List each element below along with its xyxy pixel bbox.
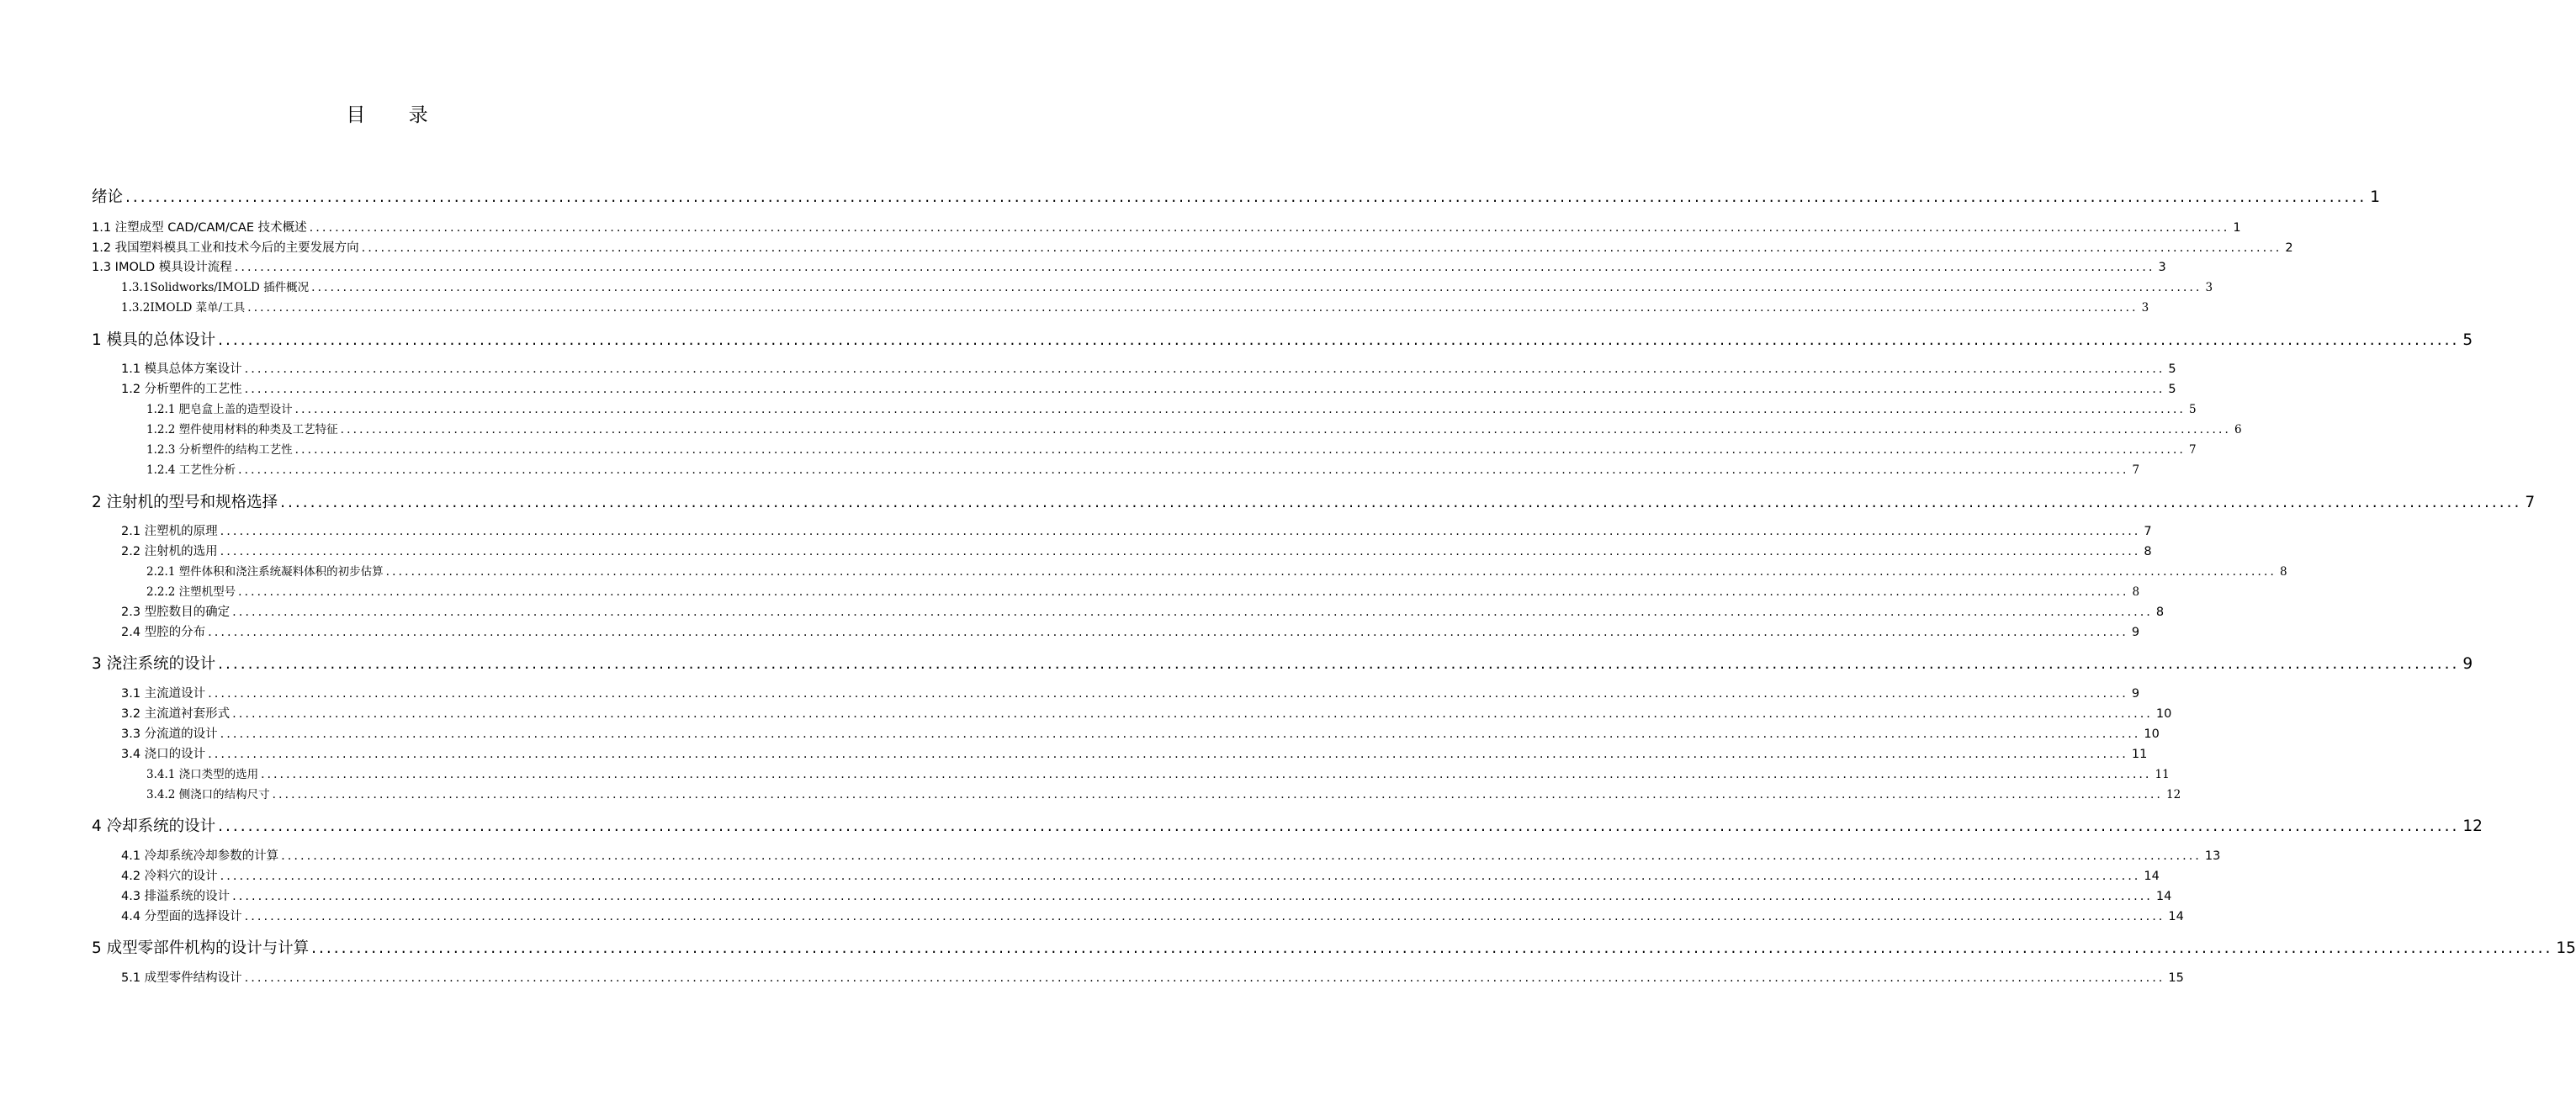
toc-entry-page-number: 1 bbox=[2370, 188, 2380, 206]
toc-entry[interactable] bbox=[146, 785, 2181, 801]
toc-entry-page-number: 5 bbox=[2168, 362, 2176, 376]
toc-entry[interactable] bbox=[92, 936, 2576, 958]
toc-entry[interactable] bbox=[146, 420, 2242, 436]
toc-entry[interactable] bbox=[92, 185, 2380, 207]
toc-entry[interactable] bbox=[121, 359, 2176, 377]
toc-leader-dots: ............................................................................................................................................................................................................................................................................................................ bbox=[294, 443, 2186, 457]
toc-entry-page-number: 10 bbox=[2155, 707, 2172, 721]
toc-entry-label: 3.4.2 侧浇口的结构尺寸 bbox=[146, 788, 270, 801]
toc-entry[interactable] bbox=[92, 257, 2166, 275]
toc-entry-label: 2.2 注射机的选用 bbox=[121, 545, 218, 558]
toc-entry[interactable] bbox=[146, 399, 2197, 416]
toc-entry-label: 1.2.1 肥皂盒上盖的造型设计 bbox=[146, 403, 293, 416]
toc-entry-label: 1.2 我国塑料模具工业和技术今后的主要发展方向 bbox=[92, 241, 359, 255]
toc-entry-label: 1.1 模具总体方案设计 bbox=[121, 362, 242, 376]
toc-entry-page-number: 10 bbox=[2144, 727, 2160, 741]
toc-entry-page-number: 5 bbox=[2462, 331, 2473, 349]
toc-entry[interactable] bbox=[121, 744, 2148, 762]
toc-leader-dots: ............................................................................................................................................................................................................................................................................................................ bbox=[125, 188, 2367, 206]
toc-entry[interactable] bbox=[121, 704, 2172, 722]
toc-entry-page-number: 3 bbox=[2141, 301, 2149, 315]
toc-leader-dots: ............................................................................................................................................................................................................................................................................................................ bbox=[244, 362, 2165, 376]
toc-entry-label: 1.2 分析塑件的工艺性 bbox=[121, 383, 242, 396]
toc-entry-label: 3 浇注系统的设计 bbox=[92, 655, 216, 673]
toc-entry-label: 1.3 IMOLD 模具设计流程 bbox=[92, 261, 232, 274]
toc-entry-page-number: 14 bbox=[2168, 910, 2184, 923]
toc-leader-dots: ............................................................................................................................................................................................................................................................................................................ bbox=[244, 971, 2165, 985]
toc-entry-label: 2 注射机的型号和规格选择 bbox=[92, 494, 278, 511]
toc-entry-page-number: 12 bbox=[2462, 817, 2483, 835]
toc-entry-page-number: 14 bbox=[2144, 870, 2160, 883]
toc-entry-page-number: 14 bbox=[2155, 890, 2172, 903]
toc-entry-page-number: 7 bbox=[2132, 463, 2140, 477]
toc-entry[interactable] bbox=[121, 278, 2213, 294]
toc-entry[interactable] bbox=[121, 298, 2149, 315]
toc-leader-dots: ............................................................................................................................................................................................................................................................................................................ bbox=[208, 626, 2128, 639]
toc-entry-label: 2.4 型腔的分布 bbox=[121, 626, 206, 639]
toc-entry-label: 5 成型零部件机构的设计与计算 bbox=[92, 939, 310, 957]
page-title: 目 录 bbox=[346, 104, 447, 126]
toc-entry-page-number: 8 bbox=[2280, 565, 2287, 579]
toc-leader-dots: ............................................................................................................................................................................................................................................................................................................ bbox=[244, 910, 2165, 923]
toc-entry-page-number: 9 bbox=[2462, 655, 2473, 673]
toc-entry-label: 3.3 分流道的设计 bbox=[121, 727, 218, 741]
toc-leader-dots: ............................................................................................................................................................................................................................................................................................................ bbox=[280, 494, 2522, 511]
toc-entry[interactable] bbox=[146, 562, 2287, 579]
toc-leader-dots: ............................................................................................................................................................................................................................................................................................................ bbox=[232, 707, 2153, 721]
toc-entry[interactable] bbox=[121, 602, 2165, 620]
toc-entry-label: 1.3.2IMOLD 菜单/工具 bbox=[121, 301, 246, 315]
toc-entry-label: 4.4 分型面的选择设计 bbox=[121, 910, 242, 923]
toc-leader-dots: ............................................................................................................................................................................................................................................................................................................ bbox=[361, 241, 2282, 255]
toc-leader-dots: ............................................................................................................................................................................................................................................................................................................ bbox=[218, 331, 2460, 349]
toc-entry-label: 2.2.1 塑件体积和浇注系统凝料体积的初步估算 bbox=[146, 565, 384, 579]
toc-entry-label: 1.1 注塑成型 CAD/CAM/CAE 技术概述 bbox=[92, 221, 307, 235]
toc-entry-page-number: 11 bbox=[2155, 768, 2170, 781]
toc-entry[interactable] bbox=[146, 582, 2140, 599]
toc-entry-label: 2.3 型腔数目的确定 bbox=[121, 606, 231, 619]
toc-leader-dots: ............................................................................................................................................................................................................................................................................................................ bbox=[272, 788, 2164, 801]
toc-entry[interactable] bbox=[121, 684, 2140, 701]
toc-entry-label: 1.2.4 工艺性分析 bbox=[146, 463, 236, 477]
toc-entry-page-number: 11 bbox=[2131, 748, 2148, 761]
toc-leader-dots: ............................................................................................................................................................................................................................................................................................................ bbox=[220, 545, 2141, 558]
toc-entry-label: 3.4 浇口的设计 bbox=[121, 748, 206, 761]
toc-leader-dots: ............................................................................................................................................................................................................................................................................................................ bbox=[247, 301, 2139, 315]
toc-entry-page-number: 8 bbox=[2155, 606, 2165, 619]
toc-entry-label: 3.2 主流道衬套形式 bbox=[121, 707, 231, 721]
toc-entry[interactable] bbox=[121, 886, 2172, 904]
toc-entry-page-number: 3 bbox=[2205, 281, 2213, 294]
toc-entry[interactable] bbox=[92, 328, 2473, 350]
toc-entry-page-number: 1 bbox=[2233, 221, 2241, 235]
toc-entry[interactable] bbox=[121, 846, 2221, 864]
toc-entry-page-number: 6 bbox=[2234, 423, 2242, 436]
toc-entry[interactable] bbox=[146, 764, 2170, 781]
toc-entry[interactable] bbox=[121, 907, 2184, 924]
toc-entry-label: 1.2.3 分析塑件的结构工艺性 bbox=[146, 443, 293, 457]
toc-leader-dots: ............................................................................................................................................................................................................................................................................................................ bbox=[311, 939, 2553, 957]
toc-leader-dots: ............................................................................................................................................................................................................................................................................................................ bbox=[218, 817, 2460, 835]
toc-entry-page-number: 5 bbox=[2189, 403, 2197, 416]
toc-entry-label: 4.1 冷却系统冷却参数的计算 bbox=[121, 849, 279, 863]
toc-entry[interactable] bbox=[92, 490, 2536, 512]
toc-entry[interactable] bbox=[121, 866, 2160, 884]
toc-entry[interactable] bbox=[121, 622, 2140, 640]
toc-entry-label: 5.1 成型零件结构设计 bbox=[121, 971, 242, 985]
toc-leader-dots: ............................................................................................................................................................................................................................................................................................................ bbox=[232, 606, 2153, 619]
toc-entry-label: 2.1 注塑机的原理 bbox=[121, 525, 218, 538]
toc-leader-dots: ............................................................................................................................................................................................................................................................................................................ bbox=[238, 585, 2129, 599]
toc-entry[interactable] bbox=[146, 460, 2140, 477]
toc-entry[interactable] bbox=[92, 218, 2241, 235]
toc-entry[interactable] bbox=[92, 652, 2473, 674]
toc-entry-page-number: 8 bbox=[2132, 585, 2140, 599]
toc-leader-dots: ............................................................................................................................................................................................................................................................................................................ bbox=[220, 525, 2141, 538]
toc-leader-dots: ............................................................................................................................................................................................................................................................................................................ bbox=[220, 727, 2141, 741]
toc-entry[interactable] bbox=[121, 542, 2152, 559]
toc-entry-page-number: 9 bbox=[2131, 626, 2140, 639]
toc-entry-page-number: 7 bbox=[2144, 525, 2152, 538]
toc-leader-dots: ............................................................................................................................................................................................................................................................................................................ bbox=[281, 849, 2202, 863]
toc-leader-dots: ............................................................................................................................................................................................................................................................................................................ bbox=[208, 748, 2128, 761]
toc-leader-dots: ............................................................................................................................................................................................................................................................................................................ bbox=[244, 383, 2165, 396]
toc-entry[interactable] bbox=[121, 968, 2184, 986]
toc-entry-page-number: 5 bbox=[2168, 383, 2176, 396]
toc-entry-label: 1.3.1Solidworks/IMOLD 插件概况 bbox=[121, 281, 310, 294]
toc-entry-label: 4.2 冷料穴的设计 bbox=[121, 870, 218, 883]
toc-entry[interactable] bbox=[92, 814, 2483, 836]
toc-leader-dots: ............................................................................................................................................................................................................................................................................................................ bbox=[220, 870, 2141, 883]
toc-entry-page-number: 2 bbox=[2285, 241, 2293, 255]
toc-entry-page-number: 3 bbox=[2158, 261, 2166, 274]
toc-entry-page-number: 12 bbox=[2166, 788, 2181, 801]
toc-entry-label: 3.4.1 浇口类型的选用 bbox=[146, 768, 259, 781]
toc-entry-label: 绪论 bbox=[92, 188, 124, 206]
toc-leader-dots: ............................................................................................................................................................................................................................................................................................................ bbox=[294, 403, 2186, 416]
toc-entry-page-number: 7 bbox=[2189, 443, 2197, 457]
toc-leader-dots: ............................................................................................................................................................................................................................................................................................................ bbox=[218, 655, 2460, 673]
toc-leader-dots: ............................................................................................................................................................................................................................................................................................................ bbox=[232, 890, 2153, 903]
toc-entry[interactable] bbox=[121, 379, 2176, 397]
toc-entry[interactable] bbox=[146, 440, 2197, 457]
toc-entry-label: 4 冷却系统的设计 bbox=[92, 817, 216, 835]
toc-entry-page-number: 15 bbox=[2556, 939, 2576, 957]
toc-leader-dots: ............................................................................................................................................................................................................................................................................................................ bbox=[208, 687, 2128, 701]
toc-leader-dots: ............................................................................................................................................................................................................................................................................................................ bbox=[309, 221, 2230, 235]
toc-leader-dots: ............................................................................................................................................................................................................................................................................................................ bbox=[311, 281, 2202, 294]
toc-entry-page-number: 15 bbox=[2168, 971, 2184, 985]
toc-leader-dots: ............................................................................................................................................................................................................................................................................................................ bbox=[340, 423, 2232, 436]
toc-entry[interactable] bbox=[121, 521, 2152, 539]
toc-entry-label: 2.2.2 注塑机型号 bbox=[146, 585, 236, 599]
toc-entry-page-number: 13 bbox=[2204, 849, 2221, 863]
toc-entry-page-number: 8 bbox=[2144, 545, 2152, 558]
toc-entry[interactable] bbox=[121, 724, 2160, 742]
toc-leader-dots: ............................................................................................................................................................................................................................................................................................................ bbox=[234, 261, 2155, 274]
toc-entry-label: 1.2.2 塑件使用材料的种类及工艺特征 bbox=[146, 423, 338, 436]
toc-entry-label: 4.3 排溢系统的设计 bbox=[121, 890, 231, 903]
toc-entry-page-number: 9 bbox=[2131, 687, 2140, 701]
toc-entry-label: 1 模具的总体设计 bbox=[92, 331, 216, 349]
toc-entry[interactable] bbox=[92, 238, 2293, 256]
toc-leader-dots: ............................................................................................................................................................................................................................................................................................................ bbox=[261, 768, 2152, 781]
toc-leader-dots: ............................................................................................................................................................................................................................................................................................................ bbox=[238, 463, 2129, 477]
toc-entry-page-number: 7 bbox=[2525, 494, 2536, 511]
toc-leader-dots: ............................................................................................................................................................................................................................................................................................................ bbox=[385, 565, 2277, 579]
toc-entry-label: 3.1 主流道设计 bbox=[121, 687, 206, 701]
